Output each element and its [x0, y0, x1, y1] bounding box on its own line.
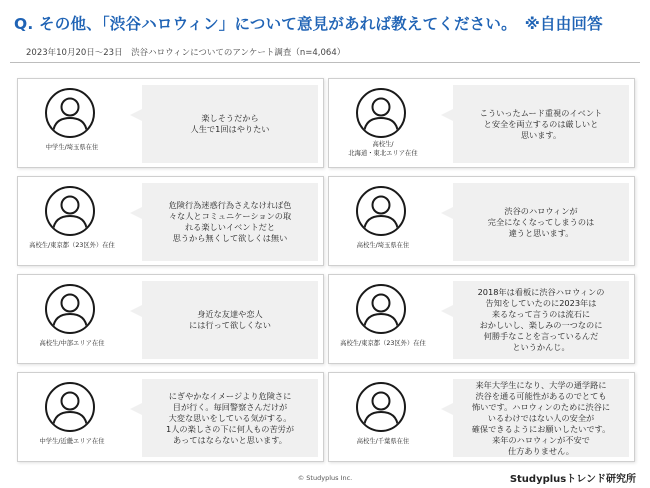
person-avatar-icon	[355, 283, 407, 335]
comment-text: 2018年は看板に渋谷ハロウィンの 告知をしていたのに2023年は 来るなって言うのは流石に おかしいし、楽しみの一つなのに 何勝手なことを言っているんだ というかんじ。	[477, 287, 605, 352]
comment-bubble	[453, 85, 629, 163]
brand-logo-text: Studyplusトレンド研究所	[509, 474, 636, 485]
comment-grid	[17, 78, 635, 464]
header-divider	[10, 62, 640, 63]
person-avatar-icon	[44, 283, 96, 335]
person-avatar-icon	[355, 381, 407, 433]
comment-bubble	[453, 281, 629, 359]
comment-text: にぎやかなイメージより危険さに 目が行く。毎回警察さんだけが 大変な思いをしている気がする。 1人の楽しさの下に何人もの苦労が あってはならないと思います。	[165, 390, 295, 445]
respondent-profile: 中学生/近畿エリア在住	[39, 438, 105, 445]
comment-card	[17, 274, 324, 364]
respondent-profile: 高校生/千葉県在住	[356, 438, 410, 445]
person-avatar-icon	[44, 185, 96, 237]
comment-bubble	[142, 281, 318, 359]
respondent-profile: 高校生/東京都（23区外）在住	[29, 242, 115, 249]
person-avatar-icon	[355, 185, 407, 237]
respondent-profile: 高校生/東京都（23区外）在住	[340, 340, 426, 347]
comment-text: 来年大学生になり、大学の通学路に 渋谷を通る可能性があるのでとても 怖いです。ハロウィンのために渋谷に いるわけではない人の安全が 確保できるようにお願いしたいです。 来年のハロウィンが不安で 仕方ありません。	[471, 379, 611, 456]
comment-bubble	[453, 379, 629, 457]
respondent-profile: 高校生/ 北海道・東北エリア在住	[348, 141, 418, 157]
question-title: Q. その他、「渋谷ハロウィン」について意見があれば教えてください。 ※自由回答	[14, 15, 603, 33]
person-avatar-icon	[44, 87, 96, 139]
comment-bubble	[142, 379, 318, 457]
respondent-profile: 高校生/中部エリア在住	[39, 340, 105, 347]
comment-bubble	[142, 183, 318, 261]
comment-text: 危険行為迷惑行為さえなければ色 々な人とコミュニケーションの取 れる楽しいイベントだと 思うから無くして欲しくは無い	[168, 200, 292, 243]
comment-bubble	[142, 85, 318, 163]
comment-card	[328, 176, 635, 266]
person-avatar-icon	[44, 381, 96, 433]
comment-card	[328, 372, 635, 462]
person-avatar-icon	[355, 87, 407, 139]
comment-card	[328, 78, 635, 168]
comment-card	[17, 78, 324, 168]
comment-text: 渋谷のハロウィンが 完全になくなってしまうのは 違うと思います。	[487, 205, 595, 238]
comment-card	[17, 176, 324, 266]
comment-card	[17, 372, 324, 462]
respondent-profile: 中学生/埼玉県在住	[45, 144, 99, 151]
respondent-profile: 高校生/埼玉県在住	[356, 242, 410, 249]
copyright-text: © Studyplus Inc.	[297, 474, 353, 482]
comment-bubble	[453, 183, 629, 261]
comment-card	[328, 274, 635, 364]
comment-text: こういったムード重視のイベント と安全を両立するのは厳しいと 思います。	[479, 107, 603, 140]
comment-text: 身近な友達や恋人 には行って欲しくない	[189, 309, 271, 330]
survey-subtitle: 2023年10月20日〜23日 渋谷ハロウィンについてのアンケート調査（n=4,064）	[26, 48, 346, 58]
comment-text: 楽しそうだから 人生で1回はやりたい	[190, 113, 270, 134]
